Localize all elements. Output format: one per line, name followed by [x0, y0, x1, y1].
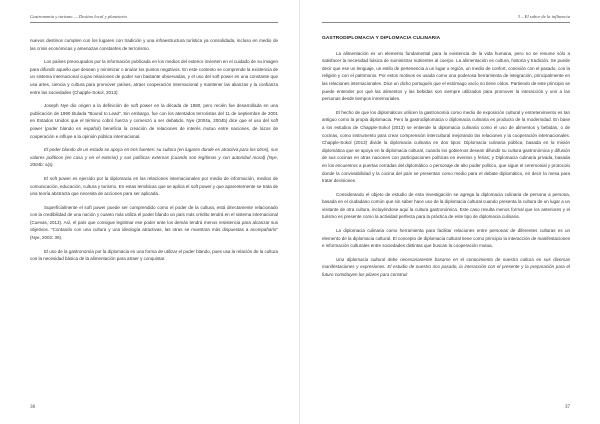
paragraph: nuevos destinos cumplen con los lugares con tradición y una infraestructura turística ya consolidada, incluso en medio de las crisis económicas y amenazas constantes de terrorismo.	[30, 38, 278, 51]
running-head: Gastronomía y turismo — Destino local y planetario	[30, 12, 278, 23]
running-head: 3 – El sabor de la influencia	[322, 12, 570, 23]
page-number: 37	[564, 404, 570, 410]
paragraph: La alimentación es un elemento fundamental para la existencia de la vida humana, pero no se resume sólo a satisfacer la necesidad básica de suministrar nutrientes al cuerpo. La alimentación es cultura, historia y tradición. Se puede decir que ese un lenguaje, un estilo de pertenencia a un lugar o región, un medio de confort, conexión con el pasado, con la religión y con el patrimonio. Por estos motivos es usada como una poderosa herramienta de integración, principalmente en las relaciones internacionales. Dice un dicho portugués que el estómago vacío no tiene oídos. Partiendo de este principio se puede entender por qué las alimentos y las bebidas son siempre utilizados para promover la interacción y unir a las personas desde tiempos inmemoriales.	[322, 50, 570, 102]
paragraph: El hecho de que los diplomáticos utilicen la gastronomía como medio de exposición cultural y entretenimiento es tan antiguo como la propia diplomacia. Pero la gastrodiplomacia o diplomacia culinaria es producto de la modernidad. En base a los estudios de Chapple-Sokol (2013) se entiende la diplomacia culinaria como el uso de alimentos y bebidas, o de cocinas, como instrumento para crear comprensión intercultural mejorando las relaciones y la cooperación internacionales. Chapple-Sokol (2013) divide la diplomacia culinaria en dos tipos: Diplomacia culinaria pública, basada en la misión diplomática que se apoya en la diplomacia cultural, cuando los gobiernos desean difundir su cultura gastronómica y difusión de sus cocinas en otras naciones con participaciones políticas en eventos y ferias; y Diplomacia culinaria privada, basada en los encuentros a puertas cerradas del diplomático o personaje de alto poder político, que sigue el ceremonial y protocolo donde la conviviabilidad y la cocina del país se presentan como medio para el debate diplomático, en decir la mesa para tratar decisiones.	[322, 109, 570, 184]
paragraph: Los países preocupados por la información publicada en los medios del exterior invierten en el cuidado de su imagen para difundir aquello que desean y minimizar o anular los puntos negativos. En este contexto se comprende la existencia de un sistema internacional cuyas relaciones de poder son bastante observadas, y el uso del soft power es una constante que usa artes, ciencia y cultura para promover países, atraer cooperación internacional y mantener las alianzas y la confianza entre las sociedades (Chapple-Sokol, 2013).	[30, 59, 278, 95]
page-body	[322, 35, 570, 279]
paragraph: Superficialmente el soft power puede ser comprendido como el poder de la cultura, está directamente relacionado con la credibilidad de una nación y cuanto más utiliza el poder blando un país más crédito tendrá en el sistema internacional (Cuevas, 2013). Así, el país que consigue legitimar ese poder ante los demás tendrá menos resistencia para alcanzar sus objetivos. "Contando con una cultura y una ideología atractivas, las otras se muestran más dispuestas a acompañarlo" (Nye, 2002: 39).	[30, 204, 278, 241]
block-quote: Una diplomacia cultural debe necesariamente basarse en el conocimiento de nuestra cultura en sus diversas manifestaciones y expresiones. El estudio de nuestro rico pasado, la interacción con el presente y la preparación para el futuro constituyen los pilares para construir	[322, 256, 570, 278]
page-body	[30, 37, 278, 263]
paragraph: El soft power es ejercido por la diplomacia en las relaciones internacionales por medio de información, medios de comunicación, educación, cultura y turismo. En estas temáticas que se aplica el soft power y que aparentemente se trata de una teoría abstracta que necesita de acciones para ser aplicada.	[30, 175, 278, 197]
paragraph: La diplomacia culinaria como herramienta para facilitar relaciones entre personas de diferentes culturas es un elemento de la diplomacia cultural. El concepto de diplomacia cultural tiene como principio la interacción de manifestaciones e información culturales entre sociedades distintas que buscan la cooperación mutua.	[322, 228, 570, 249]
paragraph: Joseph Nye dio origen a la definición de soft power en la década de 1980, pero recién fue desarrollada en una publicación de 1990 titulada "Bound to Lead". Sin embargo, fue con los atentados terroristas del 11 de septiembre de 2001 en Estados Unidos que el término cobró fuerza y comenzó a ser debatido. Nye (2004a, 2004b) dice que el uso del soft power (poder blando en español) beneficia la creación de relaciones de interés mutuo entre naciones, de lazos de cooperación e influye a la opinión pública internacional.	[30, 103, 278, 139]
paragraph: Considerando el objeto de estudio de esta investigación se agrega la diplomacia culinaria de persona a persona, basada en el ciudadano común que sin saber hace uso de la diplomacia cultural cuando presenta la cultura de un lugar a un visitante de otra cultura, incluyéndose aquí la cultura gastronómica. Este caso resulta menos formal que los anteriores y el turismo es presente como la actividad perfecta para la práctica de este tipo de diplomacia culinaria.	[322, 191, 570, 220]
section-title: GASTRODIPLOMACIA Y DIPLOMACIA CULINARIA	[322, 36, 441, 41]
right-page	[300, 0, 600, 424]
paragraph: El uso de la gastronomía por la diplomacia es una forma de utilizar el poder blando, pues usa la relación de la cultura con la necesidad básica de la alimentación para atraer y conquistar.	[30, 248, 278, 262]
page-number: 36	[30, 404, 36, 410]
block-quote: El poder blando de un estado se apoya en tres fuentes: su cultura (en lugares donde es atractiva para los otros), sus valores políticos (en casa y en el exterior) y sus políticas externas (cuando son legítimas y con autoridad moral) (Nye, 2004b: s/p).	[30, 147, 278, 168]
